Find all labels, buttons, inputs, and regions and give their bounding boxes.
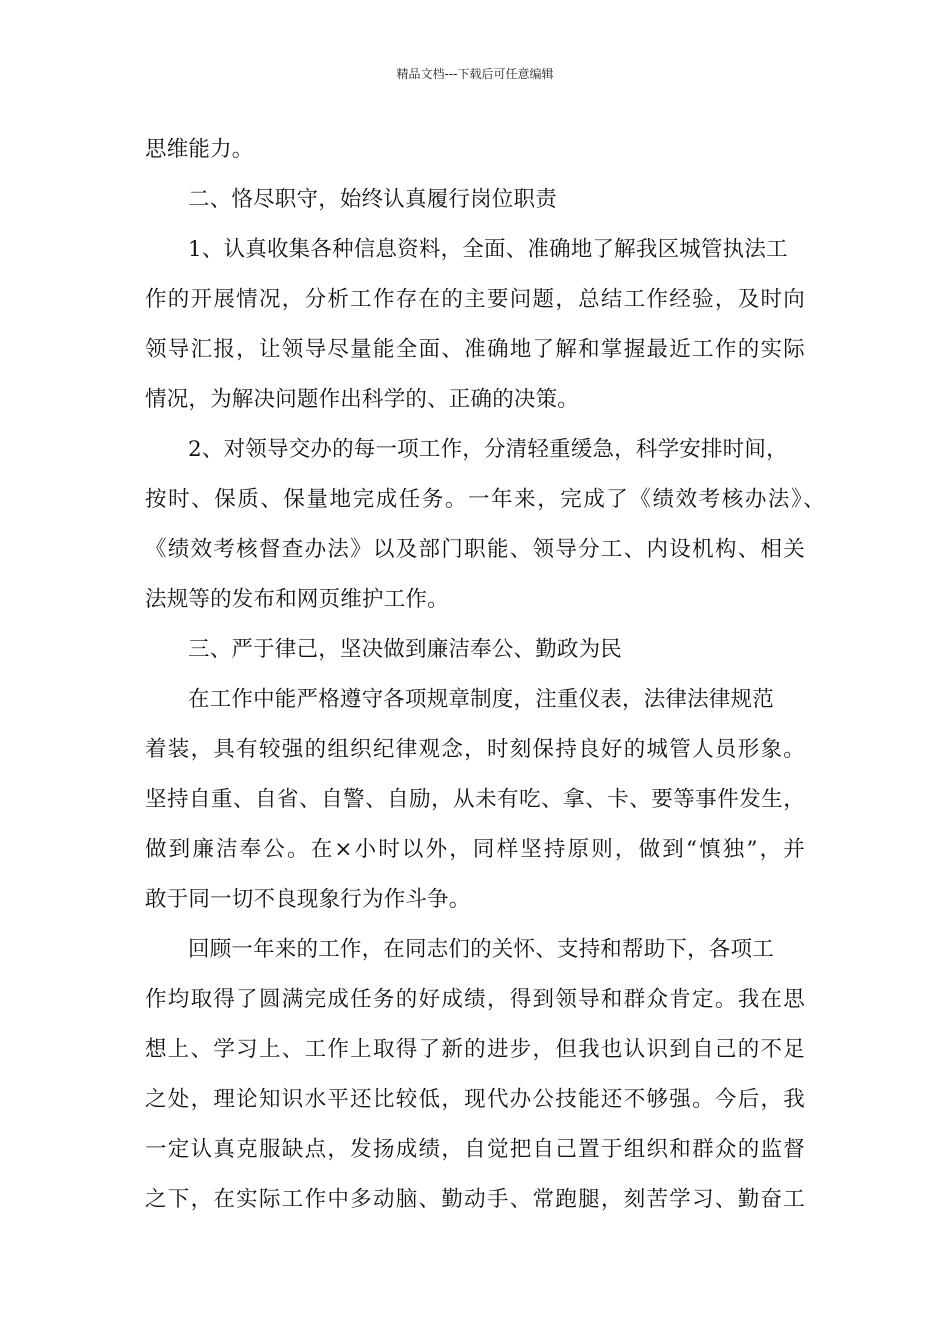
- text-line: 思维能力。: [145, 137, 254, 162]
- text-line: 2、对领导交办的每一项工作，分清轻重缓急，科学安排时间，: [188, 437, 788, 462]
- text-line: 《绩效考核督查办法》以及部门职能、领导分工、内设机构、相关: [145, 537, 805, 562]
- section-heading-3: 三、严于律己，坚决做到廉洁奉公、勤政为民: [188, 637, 623, 662]
- text-line: 回顾一年来的工作，在同志们的关怀、支持和帮助下，各项工: [188, 937, 774, 962]
- page-header: 精品文档---下载后可任意编辑: [396, 67, 554, 81]
- text-line: 1、认真收集各种信息资料，全面、准确地了解我区城管执法工: [188, 237, 788, 262]
- text-line: 坚持自重、自省、自警、自励，从未有吃、拿、卡、要等事件发生，: [145, 787, 805, 812]
- text-line: 领导汇报，让领导尽量能全面、准确地了解和掌握最近工作的实际: [145, 337, 805, 362]
- text-line: 作的开展情况，分析工作存在的主要问题，总结工作经验，及时向: [145, 287, 805, 312]
- text-line: 之处，理论知识水平还比较低，现代办公技能还不够强。今后，我: [145, 1087, 805, 1112]
- text-line: 着装，具有较强的组织纪律观念，时刻保持良好的城管人员形象。: [145, 737, 805, 762]
- text-line: 按时、保质、保量地完成任务。一年来，完成了《绩效考核办法》、: [145, 487, 825, 512]
- text-line: 想上、学习上、工作上取得了新的进步，但我也认识到自己的不足: [145, 1037, 805, 1062]
- text-line: 在工作中能严格遵守各项规章制度，注重仪表，法律法律规范: [188, 687, 774, 712]
- text-line: 一定认真克服缺点，发扬成绩，自觉把自己置于组织和群众的监督: [145, 1137, 805, 1162]
- text-line: 法规等的发布和网页维护工作。: [145, 587, 449, 612]
- text-line: 情况，为解决问题作出科学的、正确的决策。: [145, 387, 580, 412]
- text-line: 敢于同一切不良现象行为作斗争。: [145, 887, 471, 912]
- text-line: 做到廉洁奉公。在×小时以外，同样坚持原则，做到“慎独”，并: [145, 837, 805, 862]
- text-line: 之下，在实际工作中多动脑、勤动手、常跑腿，刻苦学习、勤奋工: [145, 1187, 805, 1212]
- section-heading-2: 二、恪尽职守，始终认真履行岗位职责: [188, 187, 557, 212]
- text-line: 作均取得了圆满完成任务的好成绩，得到领导和群众肯定。我在思: [145, 987, 805, 1012]
